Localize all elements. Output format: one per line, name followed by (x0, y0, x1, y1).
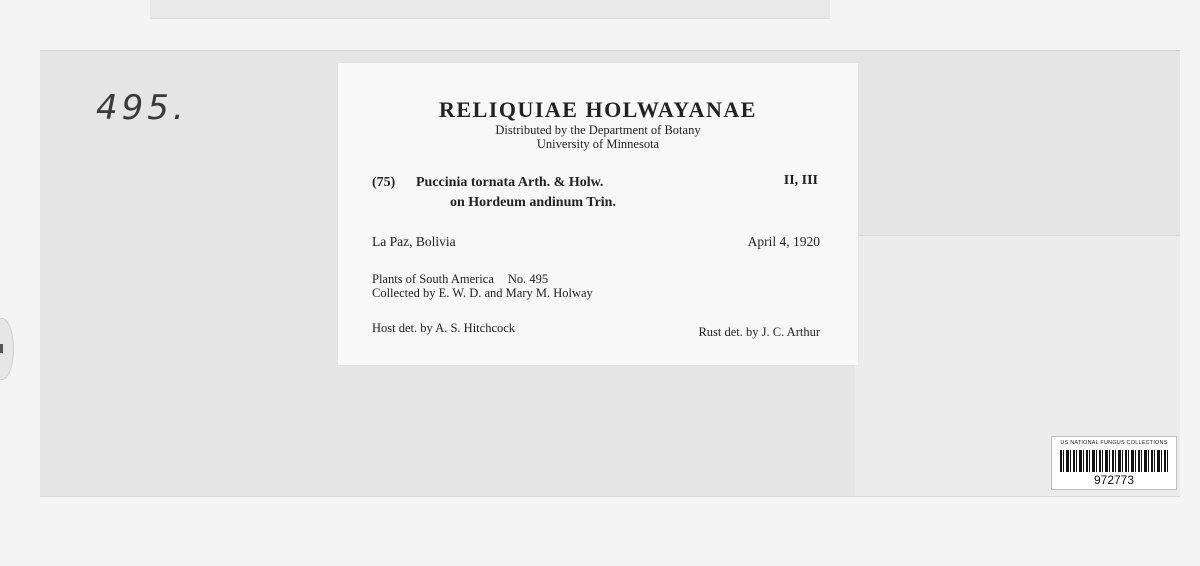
edge-tick-mark (0, 344, 3, 353)
series-name: Plants of South America (372, 272, 494, 286)
collectors: Collected by E. W. D. and Mary M. Holway (372, 286, 593, 300)
specimen-label (338, 63, 858, 365)
exsiccata-number: (75) (372, 175, 396, 190)
species-block (372, 173, 616, 213)
barcode-number: 972773 (1093, 473, 1135, 487)
barcode-label (1051, 436, 1177, 490)
label-title: RELIQUIAE HOLWAYANAE (439, 97, 757, 122)
distributor-line-1: Distributed by the Department of Botany (495, 123, 701, 137)
locality: La Paz, Bolivia (372, 234, 456, 249)
distributor-line-2: University of Minnesota (536, 137, 660, 151)
handwritten-collection-number: 495. (96, 88, 188, 128)
background-sheet-strip (150, 0, 830, 19)
spore-stages: II, III (783, 173, 818, 188)
barcode-institution: US NATIONAL FUNGUS COLLECTIONS (1060, 440, 1168, 446)
series-number: No. 495 (507, 272, 549, 286)
collection-info (372, 272, 593, 300)
collection-date: April 4, 1920 (747, 234, 820, 249)
host-determiner: Host det. by A. S. Hitchcock (372, 321, 516, 335)
barcode-bars (1060, 450, 1168, 472)
species-name: Puccinia tornata Arth. & Holw. (416, 175, 604, 190)
rust-determiner: Rust det. by J. C. Arthur (698, 325, 820, 339)
host-name: on Hordeum andinum Trin. (450, 195, 616, 210)
